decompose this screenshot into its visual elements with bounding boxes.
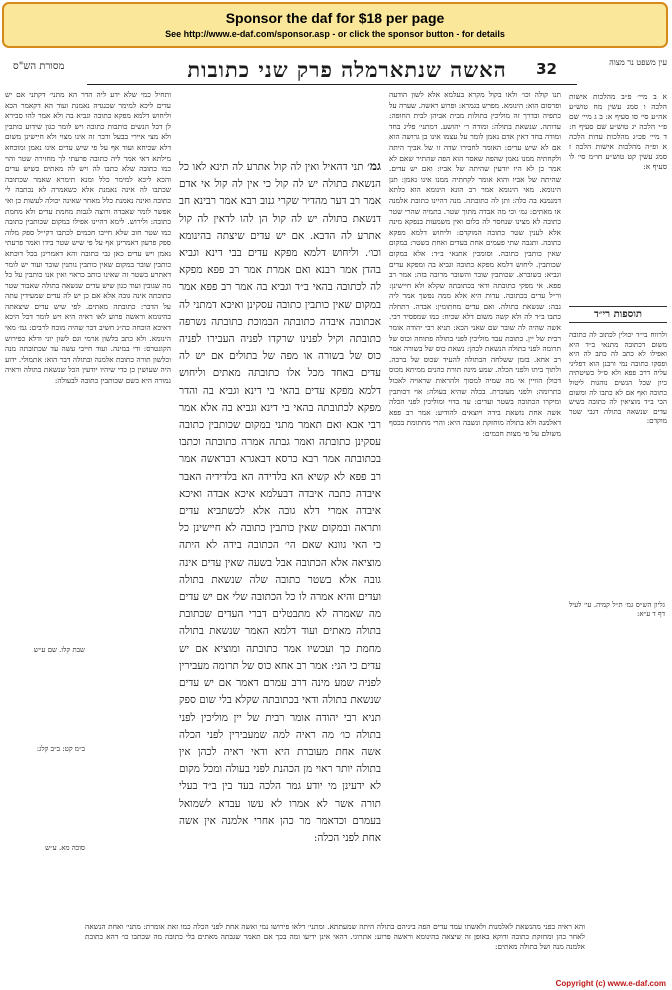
chapter-title: האשה שנתארמלה פרק שני כתובות bbox=[187, 57, 507, 82]
rashi-text: תנו קולה וכו׳ ולאו בקול מקרא בעלמא אלא לשון הודעה ופרסום הוא: הינומא. מפרש בגמרא: ופרוע ראשה. שערה על כתפיה ובדרך זה מוליכין בתולות מבית אביהן לבית החופה: עדותה. שנשאת בתולה: ומודה ר׳ יהושע. דמתני׳ פליג בחד ומודה בחד דאין אדם נאמן לומר על עצמו אינו בן גרושה הוא אם לא שיש עדים: האומר לחבירו שדה זו של אביך היתה ולקחתיה ממנו נאמן שהפה שאסר הוא הפה שהתיר שאם לא אמר כן לא היו יודעין שהיתה של אביו: ואם יש עדים. שהיתה של אביו והוא אומר לקחתיה ממנו אינו נאמן: תנן הינומא. מאי הינומא אמר רב הונא הינומא הוא כלתא דמנמנא בה כלה: ותן לה כתובתה. מנה דהיינו כתובת אלמנה או מאתים: גמ׳ וכי מה אבדה מתוך שטר. בתמיה שהרי שטר כתובה לא מצינו שנחסר לה כלום ואין משמעות בנפקא מינה אלא לענין שטר כתובה המוקדם: וליחוש דלמא מפקא כתובה. ותגבה שתי פעמים אחת בעדים ואחת בשטר: במקום שאין כותבין כתובה. וסומכין אתנאי ב״ד: אלא במקום שכותבין. ליחוש דלמא מפקא כתובה וגביא בה ומפקא עדים וגביא: בשוברא. שכותבין שובר והשובר מרובה בזה: אמר רב פפא. אי מפקי כתובתה ודאי בכתובתה שקלא ולא חיישינן: ור״ל עדים בכתובה. עדות היא אלא ממה נפשך אמר ליה גבה: שנשאת בתולה. ואם עדים מחתומין: אבדה. דתחלה כתבו ב״ד לה ולא קשה משום דלא שכיח: כמו שמפסיד רבי. אשה שהיה לה שובר שם שאני הכא: תניא רבי יהודה אומר רבית של יין. כתובת עבד מוליכין לפני בתולה פתוחה וכוס של תרומה לפני בתולה הנשאת לכהן: נשאת כוס של בשורה אמר רב אחא. בזמן ששלחה הבתולה להעיד שכוס של ברכה. ולתוך ביתו ולפני הכלה. שמע מינה תורת כהנים ממיתא מכוס דכולן הוויין אי מה שמיה למסוך ולהראות שראויה לאכול בתרומה: ולפני מעוברת. בכלה שהיא בעולה: אוי דכותבין ומיקרו הכתובה בשטר ועדים: עד בדוי ומוליכין לפני הכלה אשה אחת נושאת בידה ויוצאים להודיע: אמר רב פפא דאלמנה ולא בתולה מוחזקת ונשבה היא: והרי מחתומת בכסף משולם על פי מצות חכמים: bbox=[389, 90, 561, 438]
tosafot-rid-heading: תוספות רי״ד bbox=[569, 306, 667, 323]
gilyon-hashas-note bbox=[569, 601, 665, 661]
sponsor-banner[interactable] bbox=[2, 2, 668, 48]
page-header bbox=[5, 56, 667, 86]
tosafot-rid-text: ולרווח בי״ד יכולין לכתוב לה כתובה משום דכתובה מתנאי ב״ד היא ואפילו לא כתב לה כתב לה היא ופסקו כתובה נמי ורבנן הוא דפליגי עליה דרב פפא ולא ס״ל כשיטתיה כיון שכל הנשים נוהגות ליטול כתובה ואף אם לא כתבו לה ומשום הכי ב״ד מוציאין לה כתובה כשיש עדים שנשאה בתולה דגבי שטר מוקדם: bbox=[569, 330, 667, 426]
gilyon-hashas-text: גליון הש״ס גמ׳ ת״ל קמיה. עי׳ לעיל דף ד ע״א: bbox=[569, 601, 665, 618]
masoret-ref-2: ב״מ קט: ב״ב קלג: bbox=[36, 745, 85, 753]
ein-mishpat-header: עין משפט נר מצוה bbox=[609, 58, 667, 67]
bottom-text: והא ראיה בפני מהנשאת לאלמנות ולאשתו עמד עדים הפה ביניהם בתולה היתה שמעתתא. ומתני׳ דלאו פירושו נמי ואשה אחת לפני הכלה כמו זאת אומרת: מתני׳ ואחת הנשאה לאחר כהן ומחזקת כתובה ודוקא באופן זה שיצאה בהינומא וראשה פרוע: אתרוגי. דהאי אינן ידיעו ומה בכך אם תאמר שגבתה מאתים בלי כתובה מה שכתבו כו׳ דהא כתובת אלמנה מנה ושל בתולה מאתים: bbox=[85, 922, 585, 951]
header-rule bbox=[87, 84, 577, 85]
gemara-text: תני דהאיל ואין לה קול אתרע לה תינא לאו כל הנשאת בתולה יש לה קול כי אין לה קול אי אדם אמר רב דער מהדיר שקרי גנוב רבא אמר רבינא חב דנשאת בתולה יש לה קול הן להו לדאין לה קול אתרע לה הדבא. אם יש עדים שיצתה בהינומא וכו׳. וליחוש דלמא מפקא עדים בבי דינא וגביא בהדן אמר רבנא ואם אמרת אמר רב פפא מפקא לה לכתובה בהאי ב״ד וגביא בה אמר רב פפא אמר במקום שאין כותבין כתובה עסקינן ואיכא דמתני לה אכתובה איבדה כתובתה הבמוכת כתובתה נשרפה כתובתה וקיל לפנינו שרקדו לפניה העבירו לפניה כוס של בשורה או מפה של בתולים אם יש לה עדים באחד מכל אלו כתובתה מאתים וליחוש דלמא מפקא עדים בהאי בי דינא וגביא בה והדר מפקא לכתובתה בהאי בי דינא וגביא בה אלא אמר רבי אבא ואם תאמר מתני במקום שכותבין כתובה עסקינן כתובתה ואמר גבתה אמרה כתובתה וכתבו בכתובתה אמר רבא כרסא דבאגרא דבראשה אמר רב פפא לא קשיא הא בלדידה הא בלדידיה האבר איבדה כתבה איבדה דבעלמא איכא אבדה ואיכא איבדה אמרי דלא גובה אלא לכשתביא עדים ותראה ובמקום שאין כותבין כתובה לא חיישינן כל כי האי גוונא שאם הי׳ הכתובה בידה לא היתה מוציאה אלא הכתובה אבל בשעה שאין עדים אינה גובה אלא בשטר כתובה שלה שנשאת בתולה ועדים והיא אמרה לו כל הכתובה שלי אם יש עדים מה שאמרה לא מתבטלים דברי העדים שכתובת בתולה מאתים ועוד דלמא האמר שנשאת בתולה מחמת כך ועכשיו אמר כתובתה ומוציא אם יש עדים כי הני: אמר רב אחא כוס של תרומה מעבירין לפניה שמע מינה דרב עמרם דאמר אם יש עדים שנשאת בתולה ודאי בכתובתה שקלא בלי שום ספק תניא רבי יהודה אומר רבית של יין מוליכין לפני בתולה כו׳ מה ראיה למה שמעבירין לפני הכלה אשה אחת מעוברת היא ודאי ראיה לכהן אין בתולה יותר ראוי מן הכהנת לפני בעולה ומכל מקום לא ידעינן מי יודע גמר הלכה בעד בין ב״ד בעלי תורה אשר לא אמרו לא עשו עבדא לשמואל בעמרם וכדאמר מר כהן אחרי אלמנה אין אשה אחת לפני הכלה: bbox=[179, 161, 381, 844]
bottom-commentary bbox=[85, 922, 585, 968]
masoret-ref-1: שבת קלו. שם ע״ש bbox=[33, 646, 85, 654]
tosafot-text: ותחיל כמי שלא ידע ליה הדר הא מתני׳ דקתני אם יש עדים ליכא למימר שכנגדה נאמנת ועוד הא דקאמר הכא וליחוש דלמא מפקא כתובה וגביא בה ולא אמר להו סבירא לן דכל הנשים כותבות כתובה ויש לומר כגון שידוע כותבין ולא מצי איירי בבעל ודבר זה אינו מצוי ולא חיישינן משום דלא שכיחא ועוד אף על פי שיש עדים אינו נאמן ומוכחא מילתא דאי אמר ליה כתובה פרעתי לך מחזירה שטר והוי כמו כתובה שלא כתבו לה ויש לה מאתים כשיש עדים והכא ליכא למימר כלל ומנא תימרא שאמר שכתובה שכתבו לה אינה נאמנת אלא כשאמרה לא נכתבה לי כתובה ואינה נאמנת כלל מאחר שאינה יכולה לעשות כן ואי אפשר לומר שאבדה ורוצה לגבות מחמת עדים ולא מחמת כתובה: ולירוש. לימא דהיינו אפילו במקום שכותבין כתובה כמו שטר חוב שלא חייבו חכמים לכתבו דקי״ל ספק מלוה ספק פרעון דאמרינן אף על פי שיש שטר בידו ואמר פרעתי נאמן ויש עדים כאן גבי כתובה והא דאמרינן בכל דוכתא כותבין שובר במקום שאין כותבין נותנין שובר ועוד יש לומר דאתרע בשטר זה שאינו כותב כראוי ואין אנו כותבין על כל מה שגובין ועוד כגון שיש עדים שנשאה בתולה שאבוד שטר כתובתה אינה גובה אלא אם כן יש לה עדים שמעידין עתה על הדבר: כתובתה מאתים. לפי שיש עדים שיצאתה בהינומא וראשה פרוע לאו ראיה היא ויש לומר דכל היכא דאיכא הוכחה כה״ג חשיב דבר שהיה מוכח לרבים: גמ׳ מאי הינומא. ולא כתב בלשון ארמי וגם לשון יוני ודלא כפירוש הקונטרס: ודי במינה. ועוד חייבי עשה עד שכתובתה מנה וכלשון תורה כתובת אלמנה ובתולה דבר הוא: אתמולי. ידוע היה שעושין כן כדי שיהיו יודעין הכל שנשאת בתולה וראיה גמורה היא כשם שכותבין כתובה לבעולה: bbox=[5, 90, 171, 386]
page-number: 32 bbox=[536, 60, 557, 78]
sponsor-banner-subtitle: See http://www.e-daf.com/sponsor.asp - or click the sponsor button - for details bbox=[165, 29, 505, 39]
masoret-ref-3: סוכה מא. ע״ש bbox=[45, 844, 85, 852]
tosafot-rid-column bbox=[569, 330, 667, 590]
gemara-main-text bbox=[179, 158, 381, 918]
copyright-notice[interactable]: Copyright (c) www.e-daf.com bbox=[555, 979, 666, 988]
talmud-page bbox=[5, 56, 667, 968]
ein-mishpat-text: א ב מיי׳ פ״ב מהלכות אישות הלכה ו סמג עשין מח טוש״ע אה״ע סי׳ סו סעיף א: ב ג מיי׳ שם פ״י הלכה יג טוש״ע שם סעיף ח: ד מיי׳ פכ״ג מהלכות עדות הלכה א ופ״ה מהלכות אישות הלכה ז סמג עשין קט טוש״ע חו״מ סי׳ לו סעיף א: bbox=[569, 92, 667, 171]
masoret-hashas-column bbox=[5, 646, 85, 853]
gemara-opening-word: גמ׳ bbox=[367, 159, 381, 173]
sponsor-banner-title[interactable]: Sponsor the daf for $18 per page bbox=[225, 10, 445, 26]
rashi-commentary bbox=[389, 90, 561, 930]
masoret-hashas-header: מסורת הש"ס bbox=[13, 61, 65, 72]
